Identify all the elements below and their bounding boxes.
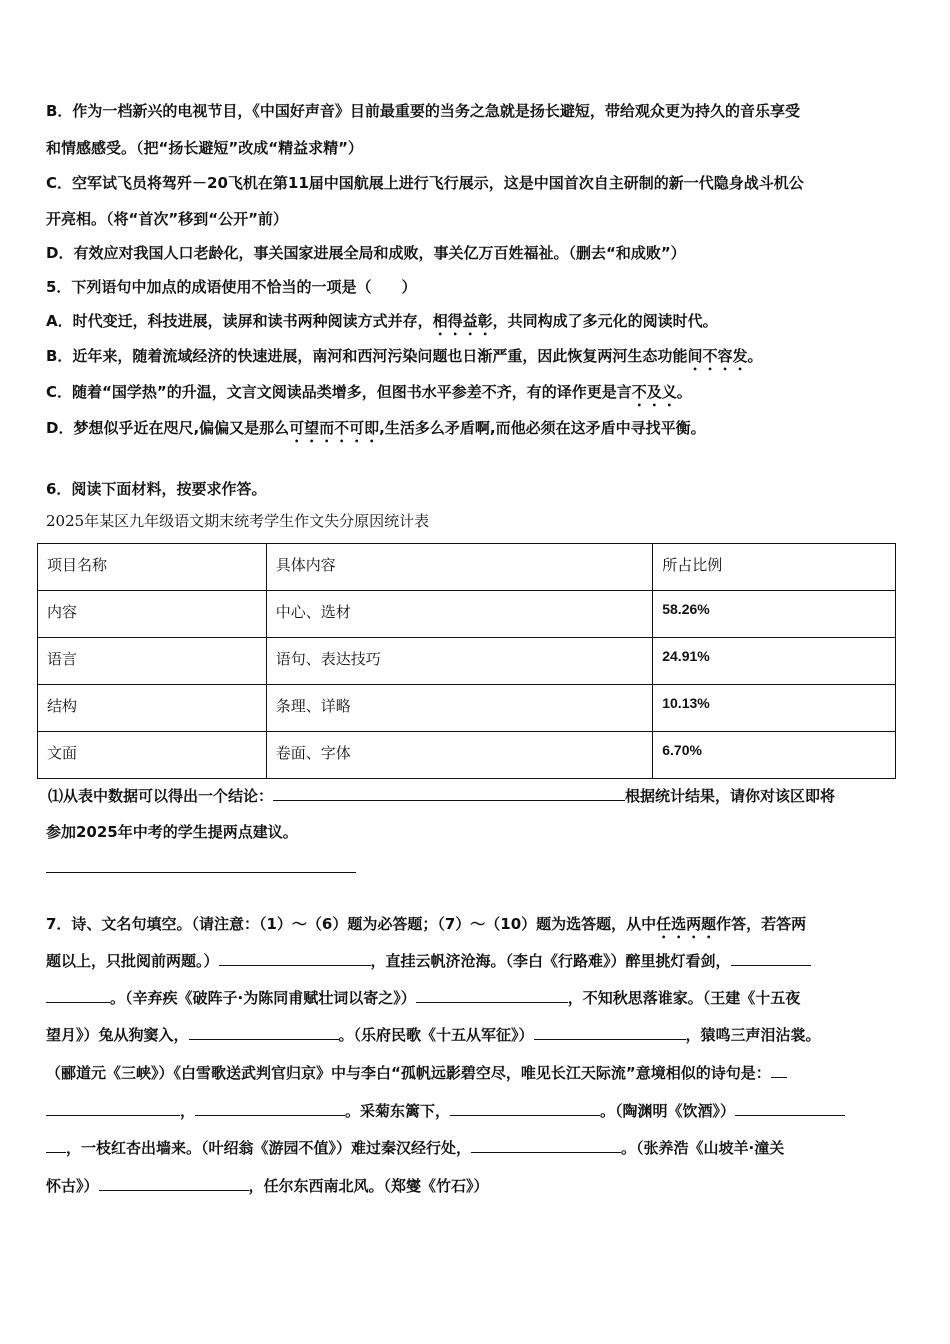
q7-l3b: ，不知秋思落谁家。（王建《十五夜	[567, 989, 801, 1007]
q7-l2a: 题以上，只批阅前两题。）	[46, 952, 219, 970]
table-row	[38, 732, 896, 779]
q7-l7a: ，一枝红杏出墙来。（叶绍翁《游园不值》）难过秦汉经行处，	[66, 1139, 472, 1157]
answer-blank[interactable]	[99, 1175, 249, 1191]
option-b-line1: B．作为一档新兴的电视节目，《中国好声音》目前最重要的当务之急就是扬长避短，带给观众更为持久的音乐享受	[46, 102, 800, 120]
q7-l6a: ，	[180, 1102, 196, 1120]
q5-option-a	[46, 311, 718, 339]
q7-line8	[46, 1175, 489, 1196]
q7-line5	[46, 1062, 787, 1083]
header-cell: 所占比例	[653, 544, 896, 591]
q5-stem: 5．下列语句中加点的成语使用不恰当的一项是（ ）	[46, 278, 417, 296]
table-cell: 语言	[38, 638, 267, 685]
table-cell: 24.91%	[653, 638, 896, 685]
q5-d-emphasis: 可望而不可即	[289, 419, 380, 437]
table-cell: 中心、选材	[266, 591, 653, 638]
q5-b-post: 。	[747, 347, 763, 365]
option-d-line: D．有效应对我国人口老龄化，事关国家进展全局和成败，事关亿万百姓福祉。（删去“和成败”）	[46, 244, 686, 262]
q6-subquestion-1-line2: 参加2025年中考的学生提两点建议。	[46, 823, 298, 841]
q7-line6	[46, 1100, 845, 1121]
answer-blank[interactable]	[450, 1100, 600, 1116]
q5-a-pre: A．时代变迁，科技进展，读屏和读书两种阅读方式并存，	[46, 312, 433, 330]
answer-blank[interactable]	[731, 950, 811, 966]
answer-blank[interactable]	[273, 785, 625, 801]
table-cell: 6.70%	[653, 732, 896, 779]
q7-line3	[46, 987, 800, 1008]
table-row	[38, 638, 896, 685]
table-row	[38, 685, 896, 732]
answer-blank[interactable]	[471, 1137, 621, 1153]
answer-blank[interactable]	[46, 857, 356, 873]
option-c-line2: 开亮相。（将“首次”移到“公开”前）	[46, 210, 288, 228]
answer-blank[interactable]	[219, 950, 371, 966]
answer-blank[interactable]	[771, 1062, 787, 1078]
q7-l4c: ，猿鸣三声泪沾裳。	[685, 1026, 821, 1044]
q5-b-pre: B．近年来，随着流域经济的快速进展，南河和西河污染问题也日渐严重，因此恢复两河生态功能	[46, 347, 688, 365]
table-cell: 卷面、字体	[266, 732, 653, 779]
q5-c-emphasis: 不及义	[631, 383, 677, 401]
table-cell: 10.13%	[653, 685, 896, 732]
answer-blank[interactable]	[46, 1137, 66, 1153]
q7-line7	[46, 1137, 784, 1158]
q7-l7b: 。（张养浩《山坡羊·潼关	[621, 1139, 785, 1157]
q7-l1-pre: 7．诗、文名句填空。（请注意：（1）～（6）题为必答题；（7）～（10）题为选答题，从中	[46, 915, 657, 933]
table-row	[38, 591, 896, 638]
table-header-row	[38, 544, 896, 591]
q6-q1-post: 根据统计结果，请你对该区即将	[625, 787, 836, 805]
q7-line4	[46, 1024, 821, 1045]
q6-subquestion-1	[48, 785, 835, 806]
q7-l6b: 。采菊东篱下，	[345, 1102, 451, 1120]
table-cell: 条理、详略	[266, 685, 653, 732]
q5-c-post: 。	[676, 383, 692, 401]
q7-l2b: ，直挂云帆济沧海。（李白《行路难》）醉里挑灯看剑，	[370, 952, 731, 970]
q7-l4b: 。（乐府民歌《十五从军征》）	[338, 1026, 534, 1044]
answer-blank[interactable]	[534, 1024, 686, 1040]
answer-blank[interactable]	[416, 987, 568, 1003]
table-cell: 结构	[38, 685, 267, 732]
answer-blank[interactable]	[46, 1100, 180, 1116]
q7-l8b: ，任尔东西南北风。（郑燮《竹石》）	[248, 1177, 489, 1195]
option-c-line1: C．空军试飞员将驾歼－20飞机在第11届中国航展上进行飞行展示，这是中国首次自主研制的新一代隐身战斗机公	[46, 174, 804, 192]
header-cell: 具体内容	[266, 544, 653, 591]
table-cell: 文面	[38, 732, 267, 779]
q5-d-post: ,生活多么矛盾啊,而他必须在这矛盾中寻找平衡。	[379, 419, 706, 437]
q7-line2	[46, 950, 811, 971]
q7-l6c: 。（陶渊明《饮酒》）	[600, 1102, 736, 1120]
q6-answer-line	[46, 857, 356, 878]
q5-c-pre: C．随着“国学热”的升温，文言文阅读品类增多，但图书水平参差不齐，有的译作更是言	[46, 383, 632, 401]
q7-l1-post: 作答，若答两	[716, 915, 807, 933]
q6-q1-pre: ⑴从表中数据可以得出一个结论：	[48, 787, 274, 805]
q5-b-emphasis: 间不容发	[687, 347, 748, 365]
table-cell: 内容	[38, 591, 267, 638]
q6-stem: 6．阅读下面材料，按要求作答。	[46, 480, 267, 498]
answer-blank[interactable]	[195, 1100, 345, 1116]
option-b-line2: 和情感感受。（把“扬长避短”改成“精益求精”）	[46, 139, 363, 157]
table-cell: 58.26%	[653, 591, 896, 638]
q7-line1	[46, 914, 806, 942]
q5-a-post: ，共同构成了多元化的阅读时代。	[492, 312, 718, 330]
q7-l3a: 。（辛弃疾《破阵子·为陈同甫赋壮词以寄之》）	[110, 989, 416, 1007]
stats-table	[37, 543, 896, 779]
table-cell: 语句、表达技巧	[266, 638, 653, 685]
q5-option-c	[46, 382, 692, 410]
answer-blank[interactable]	[735, 1100, 845, 1116]
q7-l8a: 怀古》）	[46, 1177, 99, 1195]
q5-option-b	[46, 346, 762, 374]
q5-d-pre: D．梦想似乎近在咫尺,偏偏又是那么	[46, 419, 290, 437]
q5-option-d	[46, 418, 706, 446]
q7-l5: （郦道元《三峡》）《白雪歌送武判官归京》中与李白“孤帆远影碧空尽，唯见长江天际流”意境相似的诗句是：	[46, 1064, 771, 1082]
q5-a-emphasis: 相得益彰	[432, 312, 493, 330]
q7-l1-emphasis: 任选两题	[656, 915, 717, 933]
header-cell: 项目名称	[38, 544, 267, 591]
answer-blank[interactable]	[46, 987, 110, 1003]
table-caption: 2025年某区九年级语文期末统考学生作文失分原因统计表	[46, 512, 430, 530]
answer-blank[interactable]	[189, 1024, 339, 1040]
q7-l4a: 望月》）兔从狗窦入，	[46, 1026, 189, 1044]
